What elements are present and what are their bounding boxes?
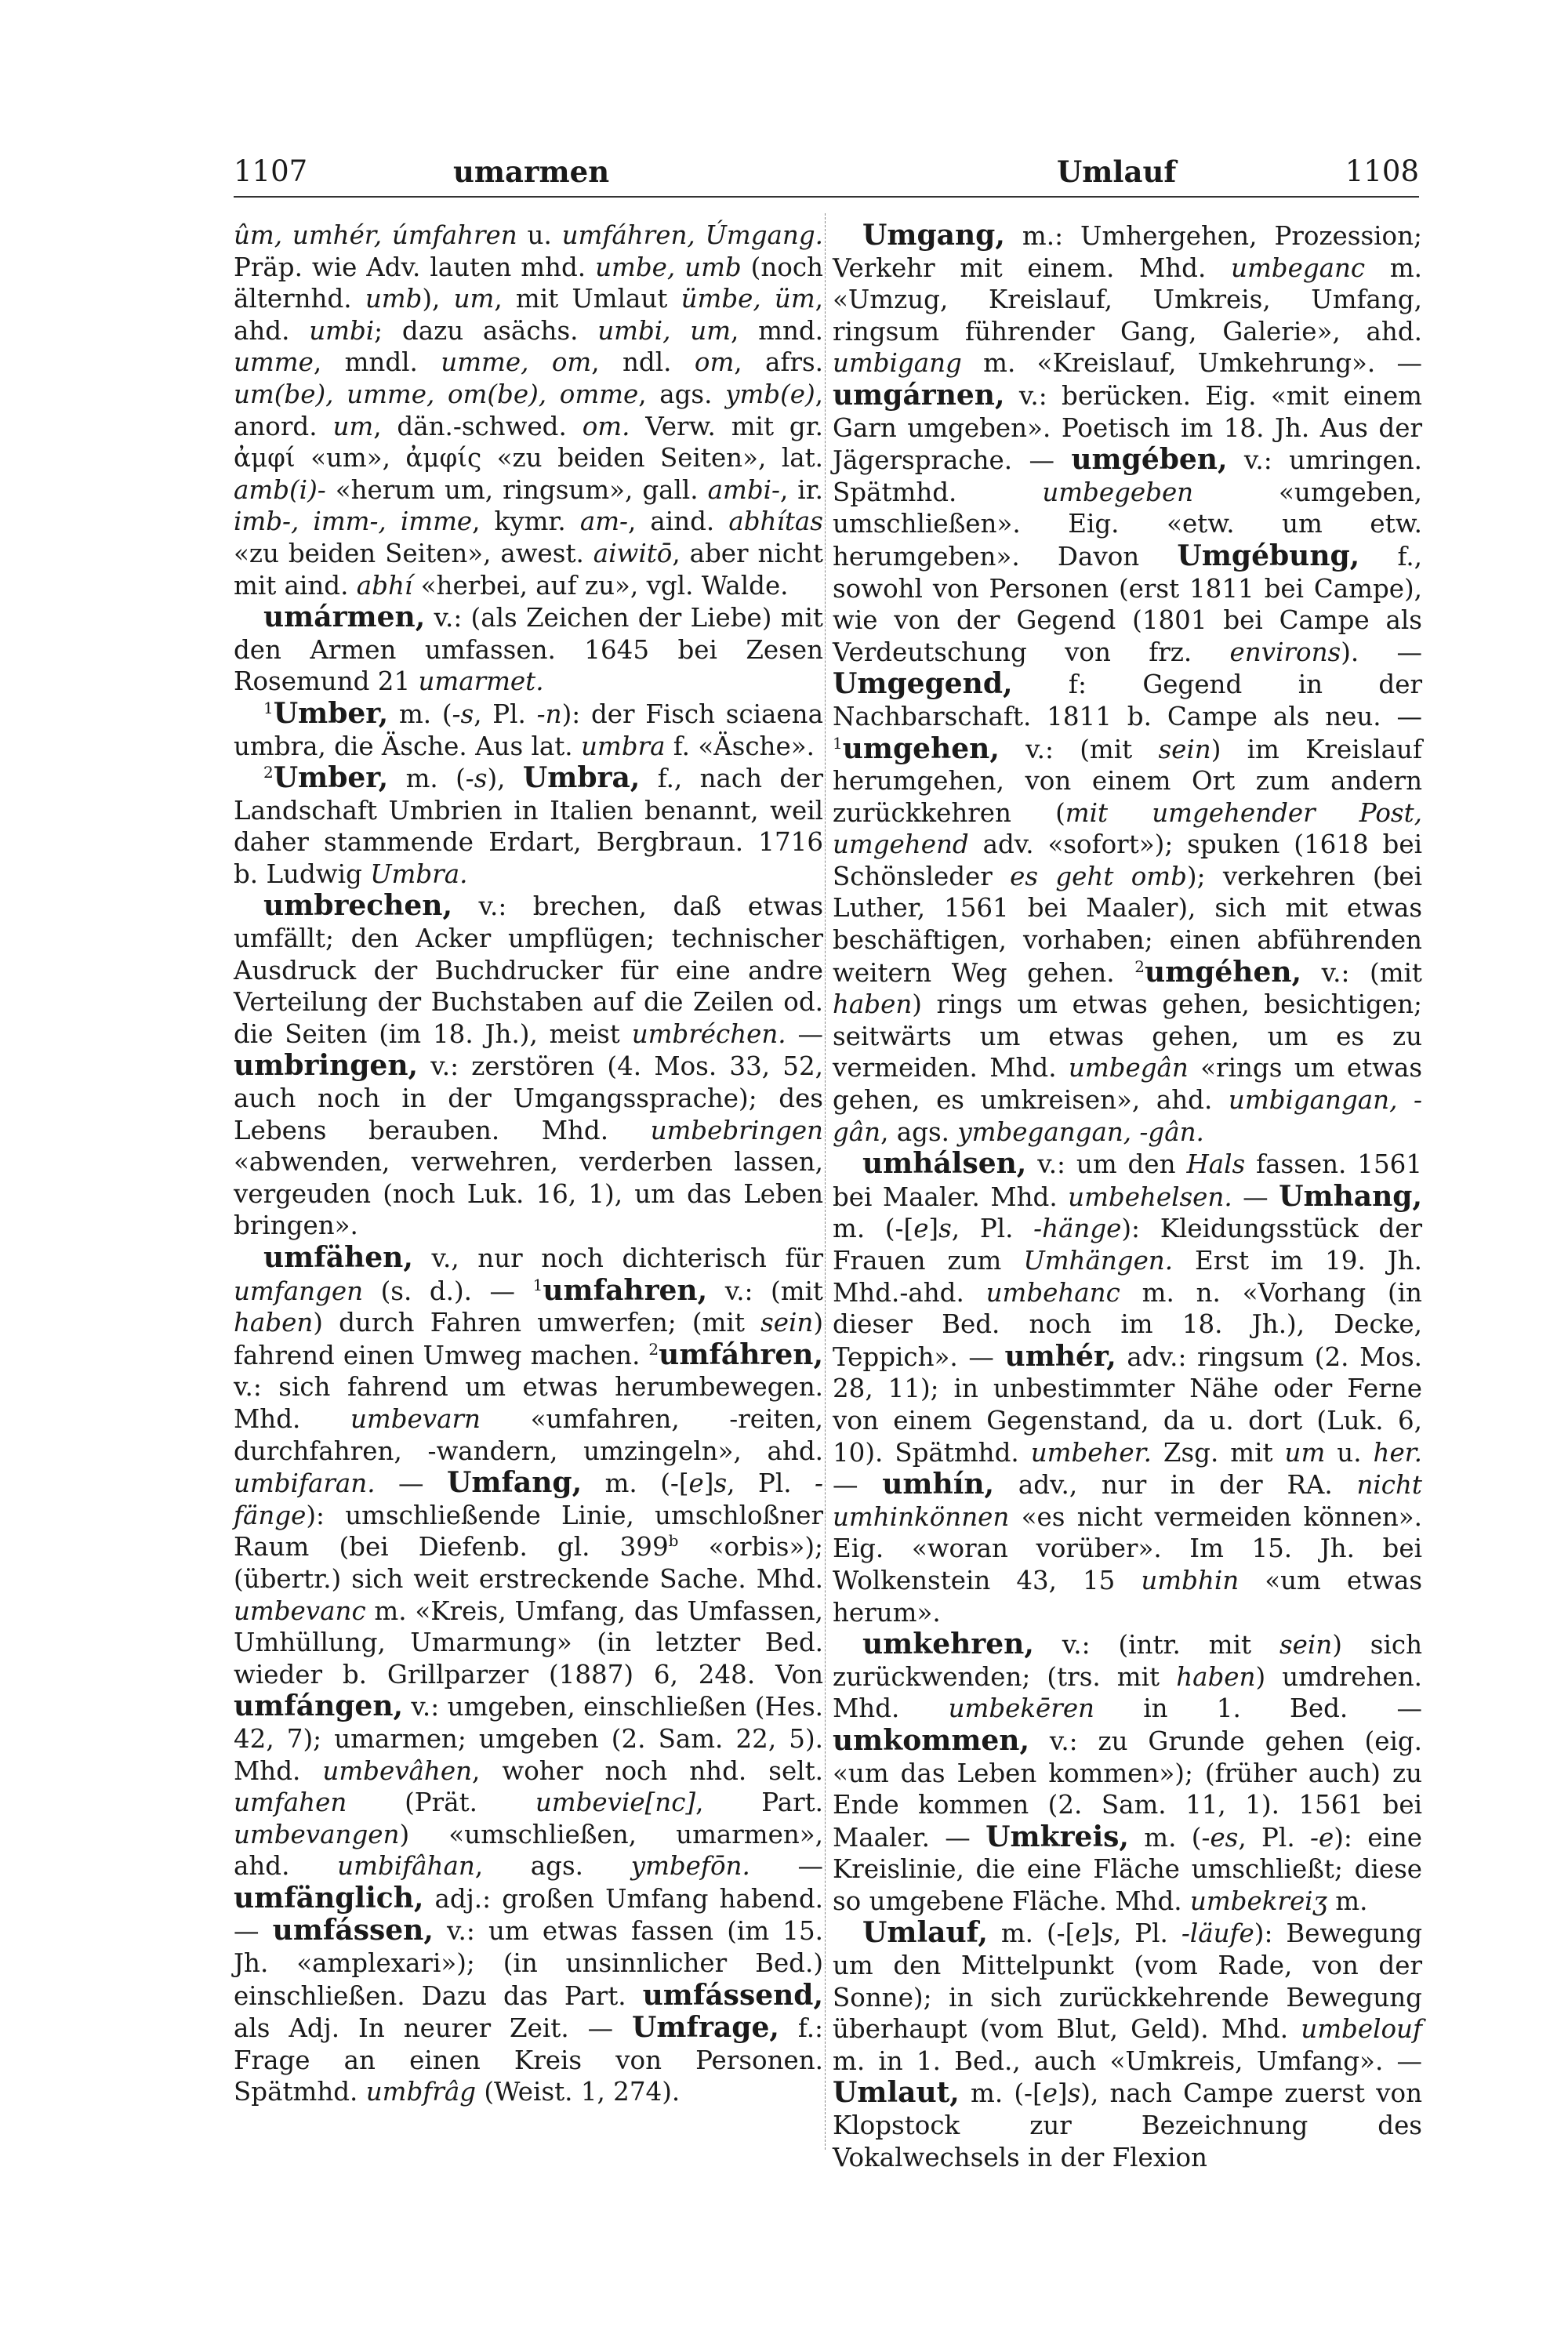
left-column xyxy=(234,220,823,2108)
running-headword-left: umarmen xyxy=(453,154,610,189)
dictionary-entry: umármen, v.: (als Zeichen der Liebe) mit den Armen umfassen. 1645 bei Zesen Rosemund 21 umarmet. xyxy=(234,601,823,697)
dictionary-entry: ûm, umhér, úmfahren u. umfáhren, Úmgang. Präp. wie Adv. lauten mhd. umbe, umb (noch älternhd. umb), um, mit Umlaut ümbe, üm, ahd. umbi; dazu asächs. umbi, um, mnd. umme, mndl. umme, om, ndl. om, afrs. um(be), umme, om(be), omme, ags. ymb(e), anord. um, dän.-schwed. om. Verw. mit gr. ἀμφί «um», ἀμφίς «zu beiden Seiten», lat. amb(i)- «herum um, ringsum», gall. ambi-, ir. imb-, imm-, imme, kymr. am-, aind. abhítas «zu beiden Seiten», awest. aiwitō, aber nicht mit aind. abhí «herbei, auf zu», vgl. Walde. xyxy=(234,220,824,601)
dictionary-entry: $^2$Umber, m. (-s), Umbra, f., nach der Landschaft Umbrien in Italien benannt, weil daher stammende Erdart, Bergbraun. 1716 b. Ludwig Umbra. xyxy=(234,761,824,889)
dictionary-entry: Umgang, m.: Umhergehen, Prozession; Verkehr mit einem. Mhd. umbeganc m. «Umzug, Kreislauf, Umkreis, Umfang, ringsum führender Gang, Galerie», ahd. umbigang m. «Kreislauf, Umkehrung». — umgárnen, v.: berücken. Eig. «mit einem Garn umgeben». Poetisch im 18. Jh. Aus der Jägersprache. — umgében, v.: umringen. Spätmhd. umbegeben «umgeben, umschließen». Eig. «etw. um etw. herumgeben». Davon Umgébung, f., sowohl von Personen (erst 1811 bei Campe), wie von der Gegend (1801 bei Campe als Verdeutschung von frz. environs). — Umgegend, f: Gegend in der Nachbarschaft. 1811 b. Campe als neu. — $^1$umgehen, v.: (mit sein) im Kreislauf herumgehen, von einem Ort zum andern zurückkehren (mit umgehender Post, umgehend adv. «sofort»); spuken (1618 bei Schönsleder es geht omb); verkehren (bei Luther, 1561 bei Maaler), sich mit etwas beschäftigen, vorhaben; einen abführenden weitern Weg gehen. $^2$umgéhen, v.: (mit haben) rings um etwas gehen, besichtigen; seitwärts um etwas gehen, um es zu vermeiden. Mhd. umbegân «rings um etwas gehen, es umkreisen», ahd. umbigangan, -gân, ags. ymbegangan, -gân. xyxy=(833,219,1423,1147)
right-column xyxy=(833,220,1422,2173)
page-number-right: 1108 xyxy=(1345,154,1419,188)
page-header xyxy=(234,154,1419,201)
running-headword-right: Umlauf xyxy=(1057,154,1177,189)
dictionary-entry: umfähen, v., nur noch dichterisch für umfangen (s. d.). — $^1$umfahren, v.: (mit haben) durch Fahren umwerfen; (mit sein) fahrend einen Umweg machen. $^2$umfáhren, v.: sich fahrend um etwas herumbewegen. Mhd. umbevarn «umfahren, -reiten, durchfahren, -wandern, umzingeln», ahd. umbifaran. — Umfang, m. (-[e]s, Pl. -fänge): umschließende Linie, umschloßner Raum (bei Diefenb. gl. 399$^b$ «orbis»); (übertr.) sich weit erstreckende Sache. Mhd. umbevanc m. «Kreis, Umfang, das Umfassen, Umhüllung, Umarmung» (in letzter Bed. wieder b. Grillparzer (1887) 6, 248. Von umfángen, v.: umgeben, einschließen (Hes. 42, 7); umarmen; umgeben (2. Sam. 22, 5). Mhd. umbevâhen, woher noch nhd. selt. umfahen (Prät. umbevie[nc], Part. umbevangen) «umschließen, umarmen», ahd. umbifâhan, ags. ymbefōn. — umfänglich, adj.: großen Umfang habend. — umfássen, v.: um etwas fassen (im 15. Jh. «amplexari»); (in unsinnlicher Bed.) einschließen. Dazu das Part. umfássend, als Adj. In neurer Zeit. — Umfrage, f.: Frage an einen Kreis von Personen. Spätmhd. umbfrâg (Weist. 1, 274). xyxy=(234,1241,824,2107)
column-divider xyxy=(825,213,826,2150)
dictionary-entry: $^1$Umber, m. (-s, Pl. -n): der Fisch sciaena umbra, die Äsche. Aus lat. umbra f. «Äsche». xyxy=(234,696,823,761)
dictionary-entry: umbrechen, v.: brechen, daß etwas umfällt; den Acker umpflügen; technischer Ausdruck der Buchdrucker für eine andre Verteilung der Buchstaben auf die Zeilen od. die Seiten (im 18. Jh.), meist umbréchen. — umbringen, v.: zerstören (4. Mos. 33, 52, auch noch in der Umgangssprache); des Lebens berauben. Mhd. umbebringen «abwenden, verwehren, verderben lassen, vergeuden (noch Luk. 16, 1), um das Leben bringen». xyxy=(234,889,823,1241)
page-number-left: 1107 xyxy=(234,154,308,188)
dictionary-entry: Umlauf, m. (-[e]s, Pl. -läufe): Bewegung um den Mittelpunkt (vom Rade, von der Sonne); in sich zurückkehrende Bewegung überhaupt (vom Blut, Geld). Mhd. umbelouf m. in 1. Bed., auch «Umkreis, Umfang». — Umlaut, m. (-[e]s), nach Campe zuerst von Klopstock zur Bezeichnung des Vokalwechsels in der Flexion xyxy=(833,1916,1423,2172)
dictionary-entry: umhálsen, v.: um den Hals fassen. 1561 bei Maaler. Mhd. umbehelsen. — Umhang, m. (-[e]s, Pl. -hänge): Kleidungsstück der Frauen zum Umhängen. Erst im 19. Jh. Mhd.-ahd. umbehanc m. n. «Vorhang (in dieser Bed. noch im 18. Jh.), Decke, Teppich». — umhér, adv.: ringsum (2. Mos. 28, 11); in unbestimmter Nähe oder Ferne von einem Gegenstand, da u. dort (Luk. 6, 10). Spätmhd. umbeher. Zsg. mit um u. her. — umhín, adv., nur in der RA. nicht umhinkönnen «es nicht vermeiden können». Eig. «woran vorüber». Im 15. Jh. bei Wolkenstein 43, 15 umbhin «um etwas herum». xyxy=(833,1147,1423,1628)
header-rule xyxy=(234,196,1419,198)
dictionary-entry: umkehren, v.: (intr. mit sein) sich zurückwenden; (trs. mit haben) umdrehen. Mhd. umbekēren in 1. Bed. — umkommen, v.: zu Grunde gehen (eig. «um das Leben kommen»); (früher auch) zu Ende kommen (2. Sam. 11, 1). 1561 bei Maaler. — Umkreis, m. (-es, Pl. -e): eine Kreislinie, die eine Fläche umschließt; diese so umgebene Fläche. Mhd. umbekreiʒ m. xyxy=(833,1628,1423,1916)
